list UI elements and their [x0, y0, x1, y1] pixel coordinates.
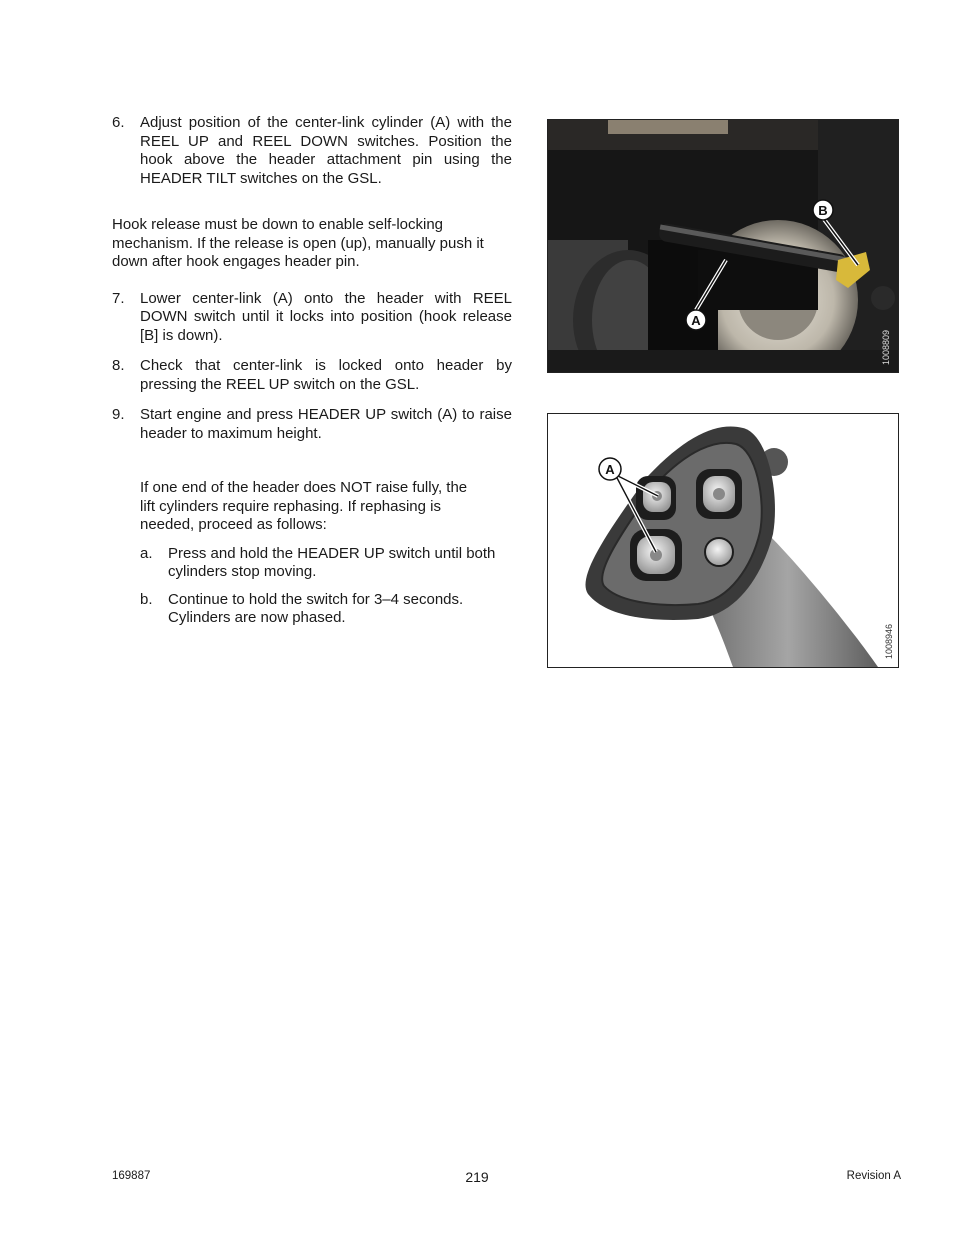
- note-text: Hook release must be down to enable self-locking mechanism. If the release is open (up), manually push it down after hook engages header pin.: [112, 216, 484, 270]
- callout-a: A: [605, 462, 615, 477]
- callout-a: A: [691, 313, 701, 328]
- substep-a: [140, 545, 512, 582]
- doc-number: 169887: [112, 1170, 151, 1182]
- substep-text: Press and hold the HEADER UP switch until both cylinders stop moving.: [168, 544, 496, 580]
- step-6: [112, 114, 512, 188]
- substep-letter: a.: [140, 544, 153, 562]
- step-number: 9.: [112, 406, 125, 423]
- step-text: Check that center-link is locked onto header by pressing the REEL UP switch on the GSL.: [140, 357, 512, 393]
- substep-letter: b.: [140, 590, 153, 608]
- step-number: 8.: [112, 357, 125, 374]
- callout-lines: [548, 414, 898, 667]
- callout-b: B: [818, 203, 828, 218]
- page-number: 219: [465, 1169, 489, 1185]
- step-7: [112, 290, 512, 346]
- step-text: Adjust position of the center-link cylinder (A) with the REEL UP and REEL DOWN switches. Position the hook above the header attachment pin using the HEADER TILT switches on the GSL.: [140, 114, 512, 187]
- step-9: [112, 406, 512, 443]
- important-text: If one end of the header does NOT raise fully, the lift cylinders require rephasing. If rephasing is needed, proceed as follows:: [140, 479, 468, 533]
- step-text: Start engine and press HEADER UP switch (A) to raise header to maximum height.: [140, 406, 512, 442]
- substep-b: [140, 591, 512, 628]
- figure-id: 1008809: [881, 329, 891, 365]
- callout-lines: [548, 120, 898, 372]
- figure-id: 1008946: [884, 623, 894, 659]
- step-number: 7.: [112, 289, 125, 307]
- center-link-photo: [547, 119, 899, 373]
- gsl-handle-illustration: [547, 413, 899, 668]
- substep-text: Continue to hold the switch for 3–4 seconds. Cylinders are now phased.: [168, 590, 464, 626]
- step-number: 6.: [112, 114, 125, 131]
- step-8: [112, 357, 512, 394]
- step-text: Lower center-link (A) onto the header with REEL DOWN switch until it locks into position (hook release [B] is down).: [140, 289, 512, 344]
- instructions-column: [112, 114, 512, 637]
- revision: Revision A: [846, 1170, 901, 1182]
